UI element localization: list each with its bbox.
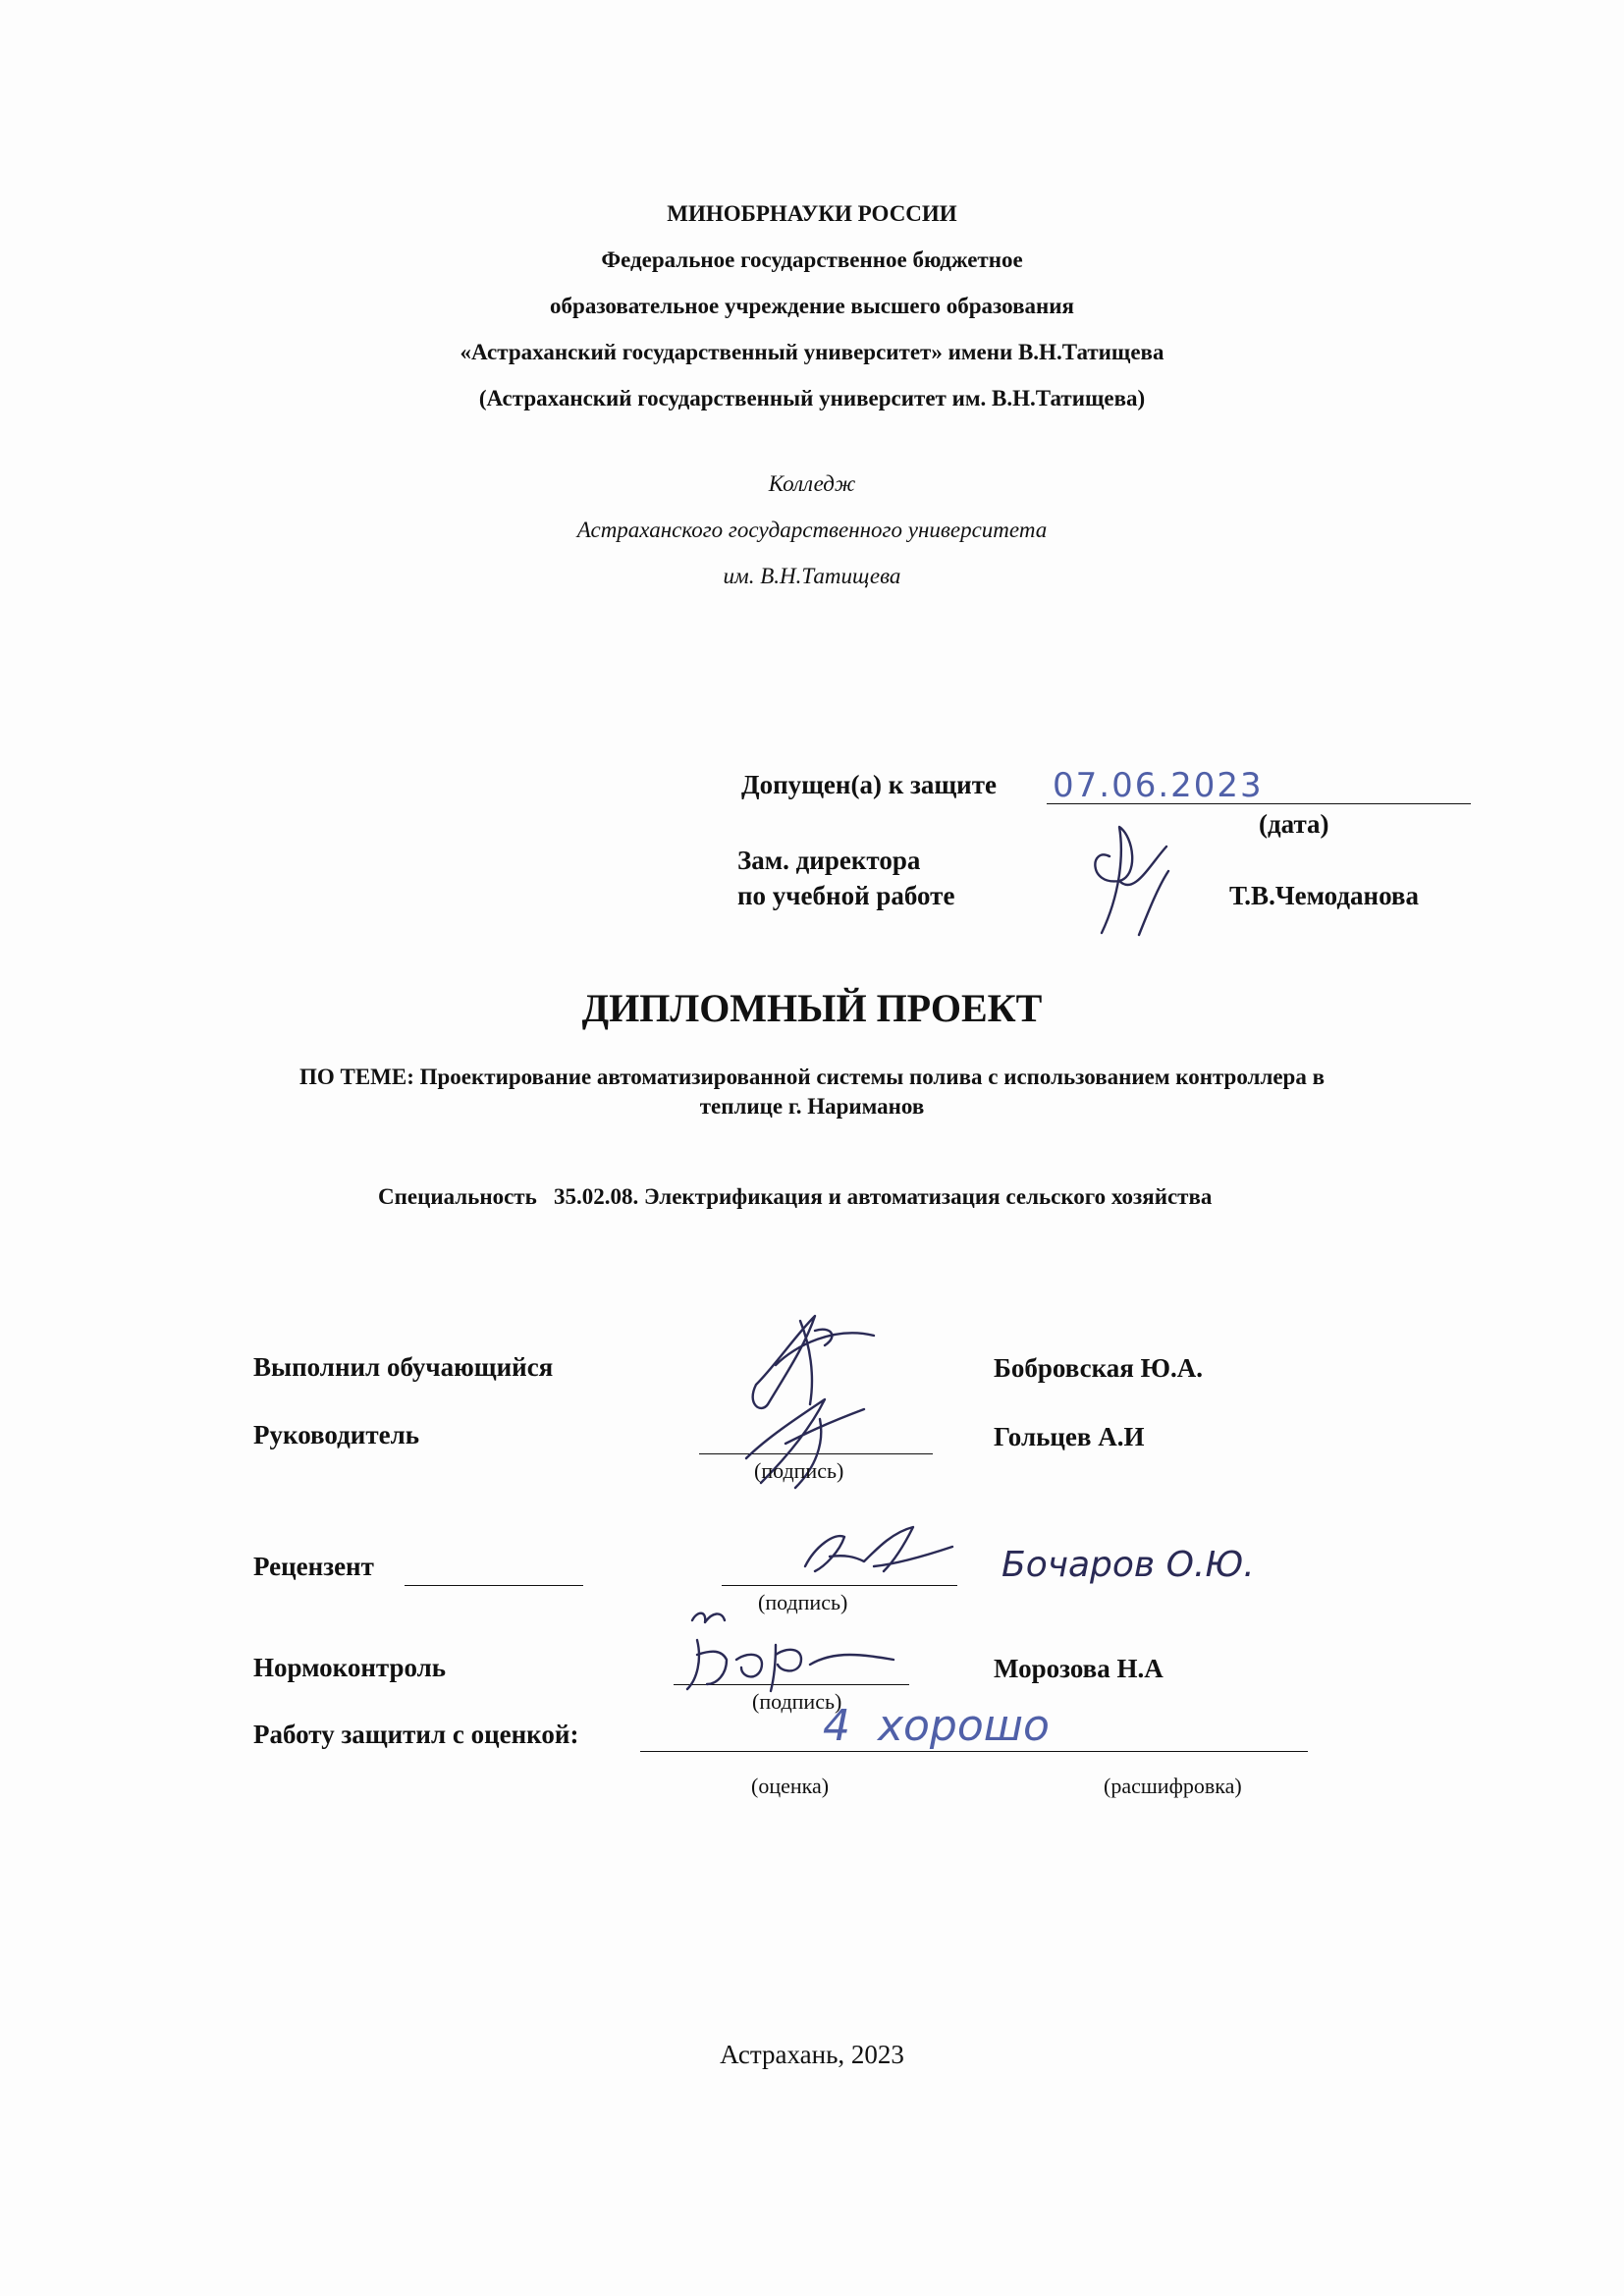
performer-name: Бобровская Ю.А. (994, 1353, 1203, 1383)
supervisor-signature-caption: (подпись) (754, 1458, 844, 1483)
college-line-2: Астраханского государственного университета (576, 518, 1048, 542)
grade-caption: (оценка) (751, 1774, 830, 1798)
college-line-3: им. В.Н.Татищева (723, 564, 901, 588)
reviewer-signature (785, 1517, 962, 1591)
grade-handwritten: 4 хорошо (823, 1701, 1050, 1751)
topic-line-2: теплице г. Нариманов (699, 1094, 925, 1119)
decode-caption: (расшифровка) (1104, 1774, 1242, 1798)
reviewer-blank-line (405, 1585, 583, 1586)
normcontrol-label: Нормоконтроль (253, 1653, 447, 1682)
position-line-2: по учебной работе (737, 881, 955, 910)
reviewer-label: Рецензент (253, 1552, 374, 1581)
date-caption: (дата) (1259, 809, 1329, 839)
normcontrol-signature-caption: (подпись) (752, 1689, 842, 1714)
normcontrol-name: Морозова Н.А (994, 1654, 1164, 1683)
grade-line (640, 1751, 1308, 1752)
position-line-1: Зам. директора (737, 846, 921, 875)
ministry-name: МИНОБРНАУКИ РОССИИ (667, 201, 957, 226)
grade-label: Работу защитил с оценкой: (253, 1720, 579, 1749)
supervisor-label: Руководитель (253, 1420, 420, 1449)
admission-date-handwritten: 07.06.2023 (1053, 766, 1264, 805)
normcontrol-signature (677, 1601, 903, 1694)
reviewer-name-handwritten: Бочаров О.Ю. (1001, 1545, 1255, 1585)
document-title: ДИПЛОМНЫЙ ПРОЕКТ (581, 986, 1043, 1030)
specialty: Специальность 35.02.08. Электрификация и автоматизация сельского хозяйства (378, 1184, 1213, 1209)
institution-line-1: Федеральное государственное бюджетное (601, 247, 1023, 272)
topic-line-1: ПО ТЕМЕ: Проектирование автоматизированной системы полива с использованием контроллера в (298, 1065, 1326, 1089)
deputy-director-signature (1080, 817, 1178, 955)
institution-line-2: образовательное учреждение высшего образования (550, 294, 1074, 318)
reviewer-signature-caption: (подпись) (758, 1590, 848, 1614)
supervisor-name: Гольцев А.И (994, 1422, 1145, 1451)
institution-line-3: «Астраханский государственный университет» имени В.Н.Татищева (460, 340, 1164, 364)
city-year: Астрахань, 2023 (720, 2040, 904, 2069)
performer-label: Выполнил обучающийся (253, 1352, 554, 1382)
college-line-1: Колледж (768, 471, 856, 496)
institution-line-4: (Астраханский государственный университет им. В.Н.Татищева) (478, 386, 1146, 410)
admission-label: Допущен(а) к защите (741, 770, 997, 799)
deputy-director-name: Т.В.Чемоданова (1229, 881, 1419, 910)
